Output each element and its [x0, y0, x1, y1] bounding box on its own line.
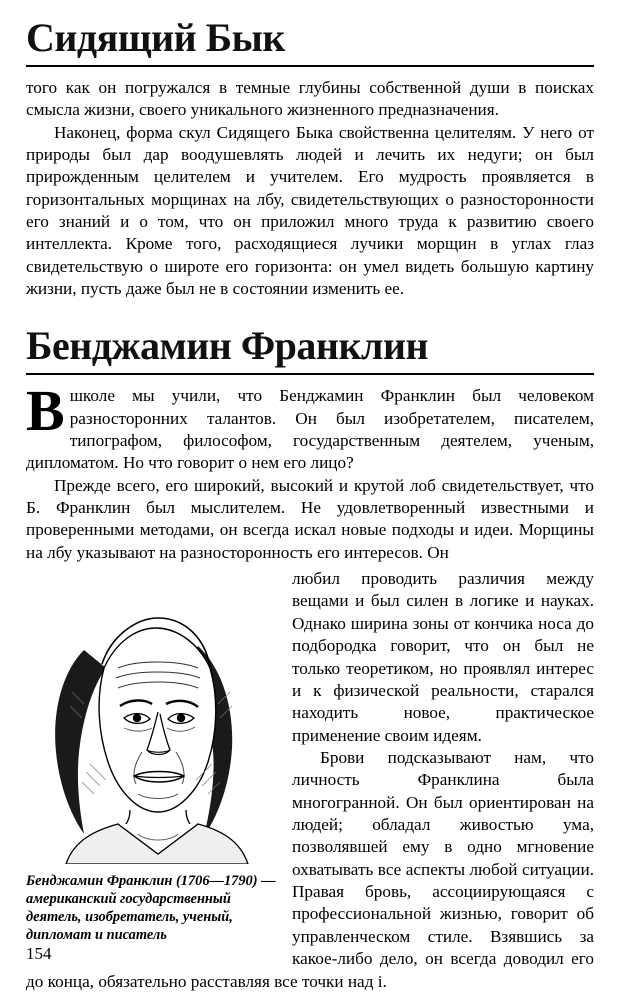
section-title-sitting-bull: Сидящий Бык: [26, 15, 285, 60]
franklin-title-divider: [26, 373, 594, 375]
paragraph-franklin-1-text: школе мы учили, что Бенджамин Франклин был человеком разносторонних талантов. Он был изобретателем, писателем, типографом, философом, государственным деятелем, ученым, дипломатом. Но что говорит о нем его лицо?: [26, 386, 594, 473]
figure-caption: Бенджамин Франклин (1706—1790) — американский государственный деятель, изобретатель, ученый, дипломат и писатель: [26, 873, 276, 944]
paragraph-franklin-2-wrapped: любил проводить различия между вещами и был силен в логике и науках. Однако ширина зоны от кончика носа до подбородка говорит, что он был не только теоретиком, но проявлял интерес и к физической реальности, старался находить новое, практическое применение своим идеям.: [292, 569, 594, 745]
paragraph-sitting-bull-2: Наконец, форма скул Сидящего Быка свойственна целителям. У него от природы был дар воодушевлять людей и лечить их недуги; он был прирожденным целителем и учителем. Его мудрость проявляется в горизонтальных морщинах на лбу, свидетельствующих о разносторонности его знаний и о том, что он приложил много труда к развитию своего интеллекта. Кроме того, расходящиеся лучики морщин в углах глаз свидетельствую о широте его горизонта: он умел видеть большую картину жизни, пусть даже был не в состоянии изменить ее.: [26, 122, 594, 299]
paragraph-continuation: того как он погружался в темные глубины собственной души в поисках смысла жизни, своего уникального жизненного предназначения.: [26, 77, 594, 120]
paragraph-franklin-2: Прежде всего, его широкий, высокий и крутой лоб свидетельствует, что Б. Франклин был мыслителем. Не удовлетворенный известными и проверенными методами, он всегда искал новые подходы и идеи. Морщины на лбу указывают на разносторонность его интересов. Он: [26, 475, 594, 562]
section-title-franklin: Бенджамин Франклин: [26, 323, 429, 369]
paragraph-franklin-1: [26, 378, 594, 474]
section-franklin: [26, 323, 594, 993]
title-divider: [26, 65, 594, 67]
paragraph-franklin-3: Брови подсказывают нам, что личность Франклина была многогранной. Он был ориентирован на людей; обладал живостью ума, позволявшей ему в одно мгновение охватывать все аспекты любой ситуации. Правая бровь, ассоциирующаяся с профессиональной жизнью, говорит об управленческом стиле. Взявшись за какое-либо дело, он всегда доводил его до конца, обязательно расставляя все точки над i.: [26, 747, 594, 991]
drop-cap-letter: В: [26, 378, 65, 444]
page-number: 154: [26, 944, 52, 963]
figure-franklin: [26, 572, 276, 945]
benjamin-franklin-portrait: [26, 572, 276, 864]
figure-and-text-block: [26, 568, 594, 993]
